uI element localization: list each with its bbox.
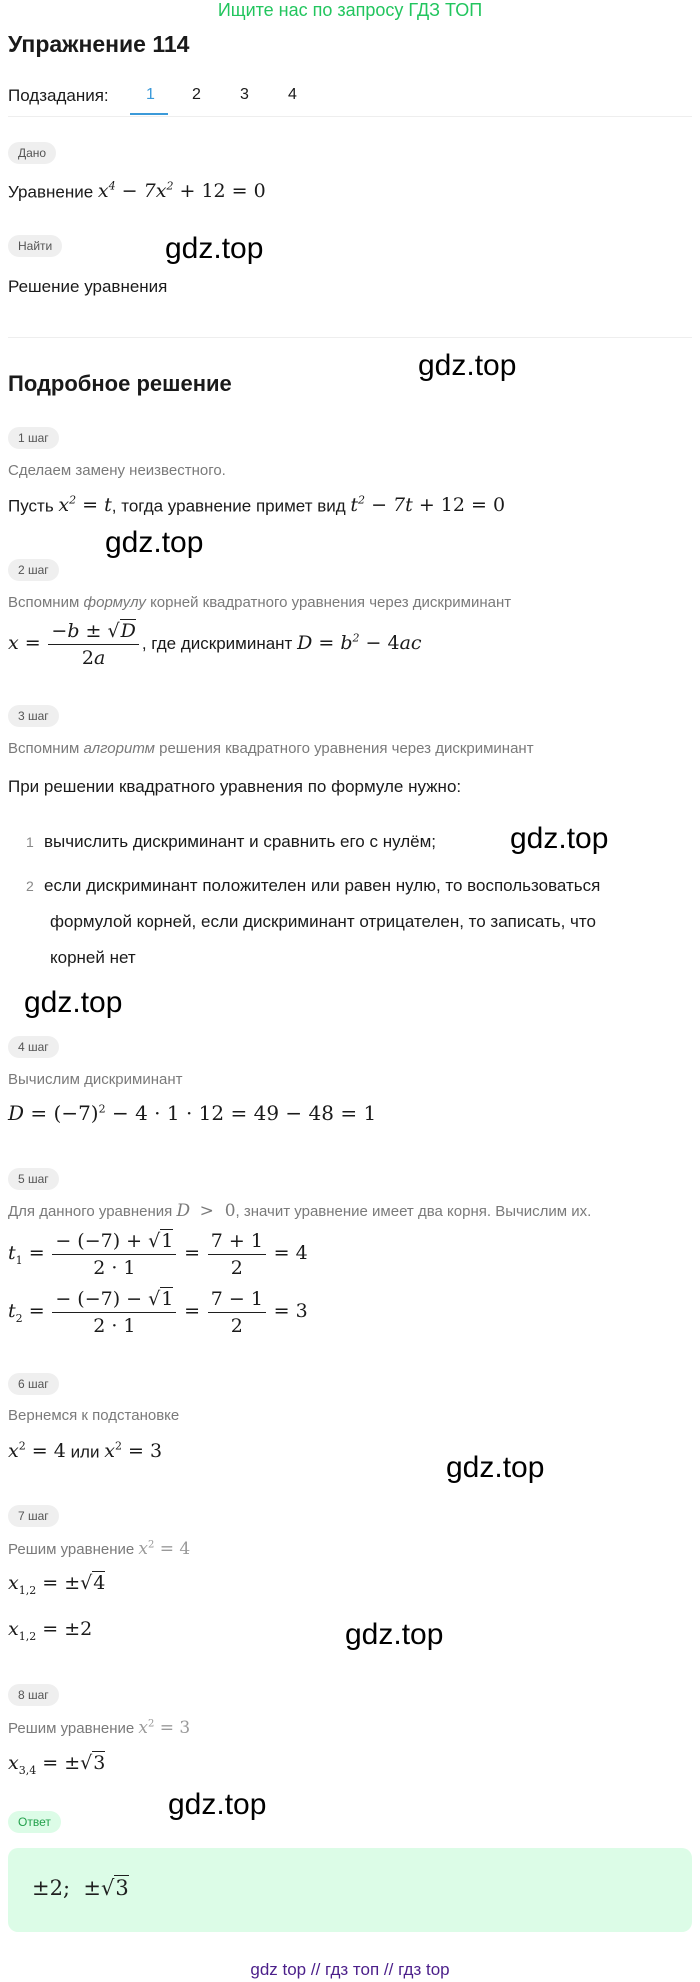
step-hint: Вспомним формулу корней квадратного уравнения через дискриминант	[8, 594, 512, 611]
footer-link[interactable]: гдз топ	[325, 1960, 380, 1979]
list-number: 2	[26, 878, 34, 894]
step-7-line-1: $x_{1,2} = \pm√4$	[8, 1572, 106, 1597]
watermark: gdz.top	[168, 1788, 267, 1821]
footer-link[interactable]: гдз top	[398, 1960, 450, 1979]
step-badge: 3 шаг	[8, 705, 59, 727]
footer-link[interactable]: gdz top	[250, 1960, 307, 1979]
watermark: gdz.top	[345, 1618, 444, 1651]
answer-value: ±2; ±√3	[32, 1876, 129, 1900]
tab-4[interactable]: 4	[288, 86, 297, 103]
step-badge: 7 шаг	[8, 1505, 59, 1527]
step-4-content: $D = (-7)^2 - 4 \cdot 1 \cdot 12 = 49 - 48 = 1$	[8, 1101, 377, 1125]
step-badge: 4 шаг	[8, 1036, 59, 1058]
given-badge: Дано	[8, 142, 56, 164]
step-badge: 6 шаг	[8, 1373, 59, 1395]
step-badge: 1 шаг	[8, 427, 59, 449]
root-t1: $t_1$ = $\frac{- (-7) + √1}{2 \cdot 1}$ = $\frac{7 + 1}{2}$ = 4	[8, 1230, 308, 1279]
watermark: gdz.top	[105, 526, 204, 559]
list-item: формулой корней, если дискриминант отрицателен, то записать, что	[50, 912, 596, 931]
list-number: 1	[26, 834, 34, 850]
given-equation: Уравнение $x^4 - 7x^2 + 12 = 0$	[8, 180, 266, 203]
page-title: Упражнение 114	[8, 31, 190, 57]
step-7-line-2: $x_{1,2} = \pm 2$	[8, 1618, 93, 1643]
step-hint: Вычислим дискриминант	[8, 1071, 183, 1088]
subtasks-label: Подзадания:	[8, 86, 109, 105]
divider	[8, 116, 692, 117]
step-8-content: $x_{3,4} = \pm√3$	[8, 1752, 106, 1777]
step-3-lead: При решении квадратного уравнения по формуле нужно:	[8, 777, 462, 796]
step-1-content: Пусть $x^2 = t$, тогда уравнение примет вид $t^2 - 7t + 12 = 0$	[8, 494, 506, 517]
watermark: gdz.top	[510, 822, 609, 855]
step-hint: Вспомним алгоритм решения квадратного уравнения через дискриминант	[8, 740, 534, 757]
step-badge: 2 шаг	[8, 559, 59, 581]
step-hint: Сделаем замену неизвестного.	[8, 462, 226, 479]
step-badge: 5 шаг	[8, 1168, 59, 1190]
active-tab-indicator	[130, 113, 168, 115]
tab-3[interactable]: 3	[240, 86, 249, 103]
step-hint: Вернемся к подстановке	[8, 1407, 180, 1424]
list-item: если дискриминант положителен или равен нулю, то воспользоваться	[44, 876, 601, 895]
search-banner: Ищите нас по запросу ГДЗ ТОП	[217, 0, 483, 20]
list-item: вычислить дискриминант и сравнить его с нулём;	[44, 832, 437, 851]
footer-separator: //	[310, 1960, 321, 1979]
tab-1[interactable]: 1	[146, 86, 155, 103]
step-badge: 8 шаг	[8, 1684, 59, 1706]
step-6-content: $x^2 = 4$ или $x^2 = 3$	[8, 1440, 163, 1463]
watermark: gdz.top	[24, 986, 123, 1019]
list-item: корней нет	[50, 948, 136, 967]
step-hint: Решим уравнение $x^2 = 4$	[8, 1539, 191, 1559]
watermark: gdz.top	[446, 1451, 545, 1484]
footer-links	[0, 1960, 700, 1980]
answer-badge: Ответ	[8, 1811, 61, 1833]
answer-box	[8, 1848, 692, 1932]
footer-separator: //	[383, 1960, 394, 1979]
solution-title: Подробное решение	[8, 371, 232, 396]
step-hint: Решим уравнение $x^2 = 3$	[8, 1718, 191, 1738]
divider	[8, 337, 692, 338]
find-text: Решение уравнения	[8, 277, 168, 296]
watermark: gdz.top	[418, 349, 517, 382]
step-hint: Для данного уравнения D > 0, значит уравнение имеет два корня. Вычислим их.	[8, 1201, 592, 1221]
watermark: gdz.top	[165, 232, 264, 265]
find-badge: Найти	[8, 235, 62, 257]
step-2-content: x = $\frac{-b \pm √D}{2a}$ , где дискриминант $D = b^2 - 4ac$	[8, 620, 422, 669]
root-t2: $t_2$ = $\frac{- (-7) - √1}{2 \cdot 1}$ = $\frac{7 - 1}{2}$ = 3	[8, 1288, 308, 1337]
tab-2[interactable]: 2	[192, 86, 201, 103]
